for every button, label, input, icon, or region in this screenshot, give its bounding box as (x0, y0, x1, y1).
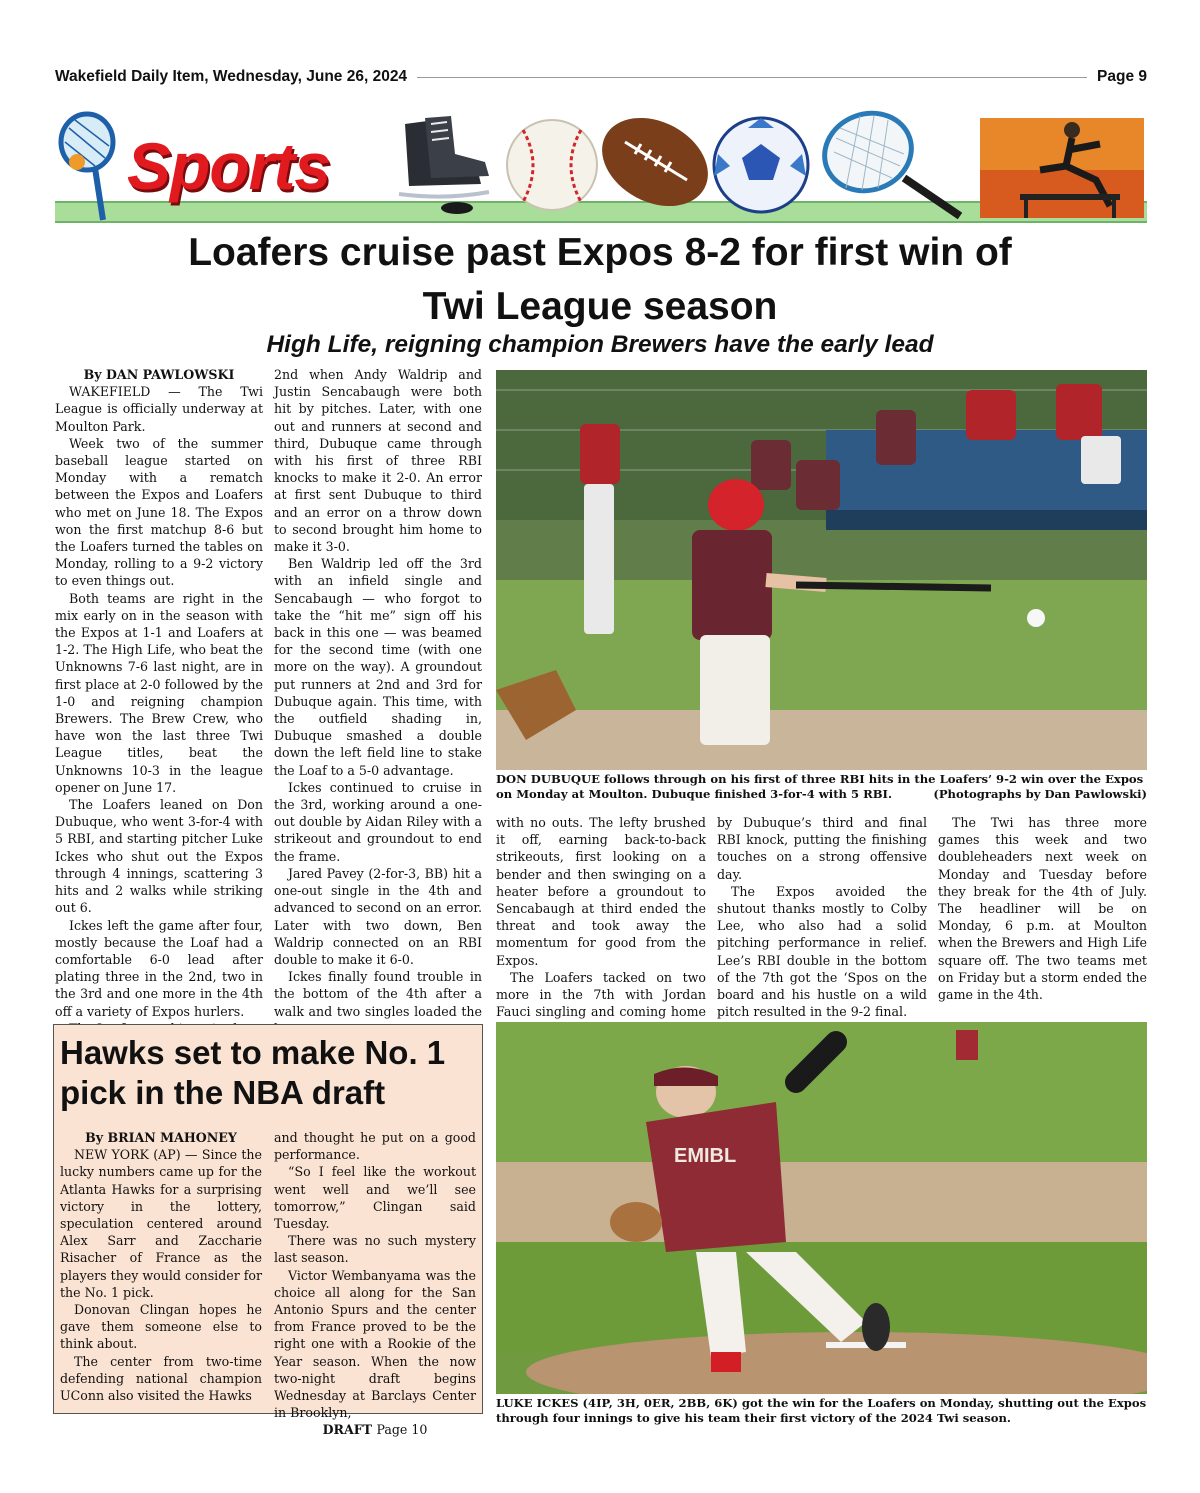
paragraph: The center from two-time defending national champion UConn also visited the Hawks (60, 1353, 262, 1404)
batter-photo (496, 370, 1147, 770)
headline-line-2: Twi League season (422, 285, 778, 328)
paragraph: There was no such mystery last season. (274, 1233, 476, 1266)
hawks-column-2 (274, 1129, 476, 1439)
paragraph: 2nd when Andy Waldrip and Justin Sencabaugh were both hit by pitches. Later, with one out and runners at second and third, Dubuque came through with his first of three RBI knocks to make it 2-0. An error at first sent Dubuque to third and an error on a throw down to second brought him home to make it 3-0. (274, 367, 482, 555)
jump-line[interactable] (274, 1421, 476, 1438)
ice-skates-icon (385, 110, 500, 218)
jump-page: Page 10 (376, 1422, 428, 1438)
batter-photo-caption (496, 772, 1147, 802)
main-headline (80, 226, 1120, 334)
football-icon (595, 108, 715, 216)
pitcher-photo-caption: LUKE ICKES (4IP, 3H, 0ER, 2BB, 6K) got the win for the Loafers on Monday, shutting out the Expos through four innings to give his team their first victory of the 2024 Twi season. (496, 1396, 1147, 1425)
story-column-4 (717, 814, 927, 1020)
paragraph: The Expos avoided the shutout thanks mostly to Colby Lee, who also had a solid pitching performance in relief. Lee’s RBI double in the bottom of the 7th got the ‘Spos on the board and his hustle on a wild pitch resulted in the 9-2 final. (717, 883, 927, 1020)
hawks-story-box (53, 1024, 483, 1438)
folio-date: Wakefield Daily Item, Wednesday, June 26, 2024 (55, 68, 408, 85)
sports-banner (55, 108, 1147, 223)
tennis-racket-icon (810, 108, 970, 220)
photo-credit: (Photographs by Dan Pawlowski) (933, 787, 1147, 801)
paragraph: Ben Waldrip led off the 3rd with an infield single and Sencabaugh — who forgot to take the “hit me” sign off his back in this one — was beamed for the second time (with one more on the way). A groundout put runners at 2nd and 3rd for Dubuque again. This time, with the outfield shading in, Dubuque smashed a double down the left field line to stake the Loaf to a 5-0 advantage. (274, 556, 482, 778)
byline: By DAN PAWLOWSKI (83, 367, 235, 382)
jersey-lettering: EMIBL (674, 1145, 737, 1167)
story-column-5 (938, 814, 1147, 1020)
paragraph: and thought he put on a good performance. (274, 1130, 476, 1163)
folio-rule (417, 77, 1087, 78)
paragraph: The Loafers tacked on two more in the 7th with Jordan Fauci singling and coming home (496, 969, 706, 1020)
hawks-byline: By BRIAN MAHONEY (85, 1130, 237, 1145)
paragraph: The Twi has three more games this week and two doubleheaders next week on Monday and Tuesday before they break for the 4th of July. The headliner will be on Monday, 6 p.m. at Moulton when the Brewers and High Life square off. The two teams met on Friday but a storm ended the game in the 4th. (938, 815, 1147, 1003)
hawks-column-1 (60, 1129, 262, 1404)
photo-caption-text: DON DUBUQUE follows through on his first of three RBI hits in the Loafers’ 9-2 win over the Expos on Monday at Moulton. Dubuque finished 3-for-4 with 5 RBI. (496, 772, 1144, 801)
story-column-3 (496, 814, 706, 1020)
lacrosse-stick-icon (55, 108, 125, 223)
story-column-2 (274, 366, 482, 1018)
paragraph: “So I feel like the workout went well and we’ll see tomorrow,” Clingan said Tuesday. (274, 1164, 476, 1232)
batter-photo-illustration (496, 370, 1147, 770)
paragraph: Donovan Clingan hopes he gave them someone else to think about. (60, 1302, 262, 1352)
paragraph: Both teams are right in the mix early on in the season with the Expos at 1-1 and Loafers at 1-2. The High Life, who beat the Unknowns 7-6 last night, are in first place at 2-0 followed by the 1-0 and reigning champion Brewers. The Brew Crew, who have won the last three Twi League titles, beat the Unknowns 10-3 in the league opener on June 17. (55, 590, 263, 795)
folio-page: Page 9 (1097, 68, 1147, 85)
paragraph: NEW YORK (AP) — Since the lucky numbers came up for the Atlanta Hawks for a surprising victory in the lottery, speculation centered around Alex Sarr and Zaccharie Risacher of France as the players they would consider for the No. 1 pick. (60, 1147, 262, 1300)
pitcher-photo-illustration (496, 1022, 1147, 1394)
soccer-ball-icon (710, 114, 812, 216)
folio-bar (55, 66, 1147, 88)
paragraph: with no outs. The lefty brushed it off, earning back-to-back strikeouts, first looking on a bender and then swinging on a heater before a groundout to Sencabaugh at third ended the threat and took away the momentum for good from the Expos. (496, 815, 706, 968)
paragraph: Ickes continued to cruise in the 3rd, working around a one-out double by Aidan Riley with a strikeout and groundout to end the frame. (274, 779, 482, 864)
paragraph: Ickes finally found trouble in the bottom of the 4th after a walk and two singles loaded the (274, 969, 482, 1019)
paragraph: Victor Wembanyama was the choice all along for the San Antonio Spurs and the center from France proved to be the right one with a Rookie of the Year season. When the now two-night draft begins Wednesday at Barclays Center in Brooklyn, (274, 1267, 476, 1421)
section-title: Sports (127, 129, 331, 203)
paragraph: Week two of the summer baseball league started on Monday with a rematch between the Expos and Loafers who met on June 18. The Expos won the first matchup 8-6 but the Loafers turned the tables on Monday, rolling to a 9-2 victory to even things out. (55, 435, 263, 589)
jump-label: DRAFT (322, 1422, 373, 1438)
paragraph: Jared Pavey (2-for-3, BB) hit a one-out single in the 4th and advanced to second on an error. Later with two down, Ben Waldrip connected on an RBI double to make it 6-0. (274, 865, 482, 967)
paragraph: Ickes left the game after four, mostly because the Loaf had a comfortable 6-0 lead after plating three in the 2nd, two in the 3rd and one more in the 4th off a variety of Expos hurlers. (55, 917, 263, 1019)
paragraph: WAKEFIELD — The Twi League is officially underway at Moulton Park. (55, 384, 263, 434)
paragraph: by Dubuque’s third and final RBI knock, putting the finishing touches on a strong offensive day. (717, 815, 927, 882)
paragraph: The Loafers leaned on Don Dubuque, who went 3-for-4 with 5 RBI, and starting pitcher Luke Ickes who shut out the Expos through 4 innings, scattering 3 hits and 2 walks while striking out 6. (55, 797, 263, 916)
baseball-icon (503, 116, 601, 214)
story-column-1 (55, 366, 263, 1018)
main-deck: High Life, reigning champion Brewers have the early lead (266, 331, 934, 358)
hurdler-icon (980, 110, 1144, 220)
pitcher-photo (496, 1022, 1147, 1394)
hawks-headline: Hawks set to make No. 1 pick in the NBA draft (60, 1034, 446, 1111)
headline-line-1: Loafers cruise past Expos 8-2 for first win of (188, 231, 1012, 274)
